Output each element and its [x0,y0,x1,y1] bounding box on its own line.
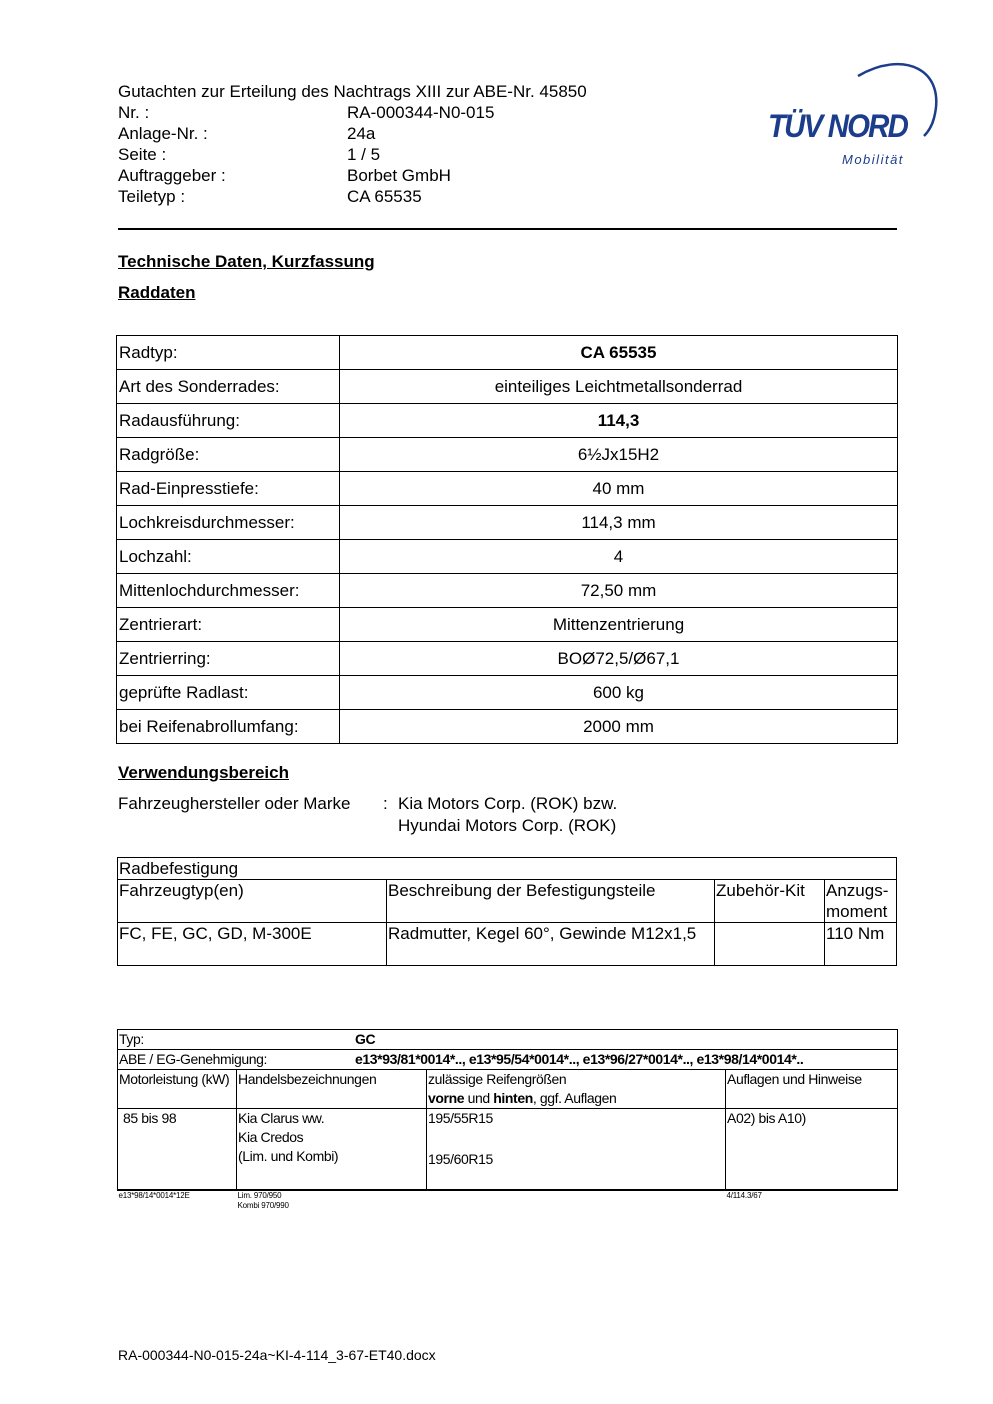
table-row: geprüfte Radlast: 600 kg [117,676,898,710]
table-row: e13*98/14*0014*12E Lim. 970/950 Kombi 970/990 4/114.3/67 [118,1190,762,1210]
header-row-auftraggeber: Auftraggeber : Borbet GmbH [118,166,451,185]
table-row: Lochkreisdurchmesser: 114,3 mm [117,506,898,540]
table-row: Radausführung: 114,3 [117,404,898,438]
document-header [118,81,587,207]
usage-heading: Verwendungsbereich [118,763,289,782]
header-row-anlage: Anlage-Nr. : 24a [118,124,376,143]
table-row: Fahrzeugtyp(en) Beschreibung der Befestigungsteile Zubehör-Kit Anzugs-moment [118,880,897,923]
table-row: Motorleistung (kW) Handelsbezeichnungen zulässige Reifengrößen vorne und hinten, ggf. Auflagen Auflagen und Hinweise [118,1070,898,1109]
logo-brand: TÜV NORD [768,108,908,144]
table-row [118,1050,898,1070]
abe-label: ABE / EG-Genehmigung: [119,1051,268,1067]
mounting-title: Radbefestigung [118,858,897,880]
table-row: Rad-Einpresstiefe: 40 mm [117,472,898,506]
table-row: Mittenlochdurchmesser: 72,50 mm [117,574,898,608]
manufacturer-colon: : [383,794,388,813]
table-row: Radtyp: CA 65535 [117,336,898,370]
manufacturer-value: Kia Motors Corp. (ROK) bzw. Hyundai Motors Corp. (ROK) [398,794,618,835]
tuev-nord-logo [762,58,942,173]
typ-value: GC [355,1031,376,1047]
wheel-data-heading: Raddaten [118,283,196,302]
table-row: FC, FE, GC, GD, M-300E Radmutter, Kegel 60°, Gewinde M12x1,5 110 Nm [118,923,897,966]
header-divider [118,228,897,230]
table-row: 85 bis 98 Kia Clarus ww. Kia Credos (Lim. und Kombi) 195/55R15 195/60R15 A02) bis A10) [118,1109,898,1190]
mounting-table [117,857,897,966]
table-row: Art des Sonderrades: einteiliges Leichtmetallsonderrad [117,370,898,404]
abe-value: e13*93/81*0014*.., e13*95/54*0014*.., e13*96/27*0014*.., e13*98/14*0014*.. [355,1051,804,1067]
header-row-teiletyp: Teiletyp : CA 65535 [118,187,422,206]
table-row: Zentrierring: BOØ72,5/Ø67,1 [117,642,898,676]
approval-table [117,1029,898,1211]
table-row: Zentrierart: Mittenzentrierung [117,608,898,642]
footer-filename: RA-000344-N0-015-24a~KI-4-114_3-67-ET40.docx [118,1347,436,1363]
wheel-data-table [116,335,898,744]
logo-subtitle: Mobilität [842,152,904,167]
section-title: Technische Daten, Kurzfassung [118,252,375,271]
table-row [118,858,897,880]
report-title: Gutachten zur Erteilung des Nachtrags XIII zur ABE-Nr. 45850 [118,82,587,101]
header-row-nr: Nr. : RA-000344-N0-015 [118,103,495,122]
table-row [118,1030,898,1050]
typ-label: Typ: [119,1031,144,1047]
manufacturer-row [118,793,617,837]
manufacturer-label: Fahrzeughersteller oder Marke [118,794,351,813]
table-row: Radgröße: 6½Jx15H2 [117,438,898,472]
table-row: bei Reifenabrollumfang: 2000 mm [117,710,898,744]
header-row-seite: Seite : 1 / 5 [118,145,381,164]
table-row: Lochzahl: 4 [117,540,898,574]
